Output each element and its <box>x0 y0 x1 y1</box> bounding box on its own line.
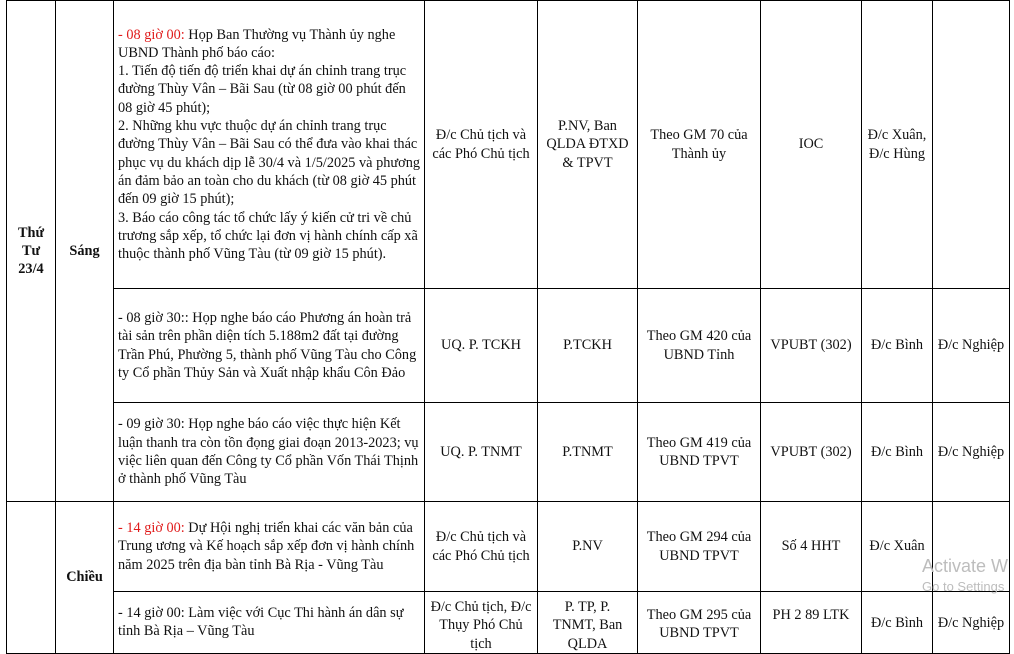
attendee-cell-2: Đ/c Nghiệp <box>933 592 1010 654</box>
event-text: Họp nghe báo cáo việc thực hiện Kết luận thanh tra còn tồn đọng giai đoạn 2013-2023; vụ việc liên quan đến Công ty Cổ phần Vốn Thái Thịnh ở thành phố Vũng Tàu <box>118 416 419 488</box>
event-item: 1. Tiến độ tiến độ triển khai dự án chỉnh trang trục đường Thùy Vân – Bãi Sau (từ 08 giờ 00 phút đến 08 giờ 45 phút); <box>118 63 407 116</box>
place-cell: VPUBT (302) <box>761 403 862 502</box>
day-cell <box>7 1 56 502</box>
watermark-title: Activate W <box>922 556 1009 576</box>
day-cell-continued <box>7 502 56 654</box>
schedule-table <box>6 0 1010 654</box>
period-afternoon: Chiều <box>56 502 114 654</box>
attendee-cell-2 <box>933 1 1010 289</box>
event-content <box>114 502 425 592</box>
watermark-subtitle: Go to Settings <box>922 579 1005 594</box>
prepare-cell: P.NV, Ban QLDA ĐTXD & TPVT <box>538 1 638 289</box>
reference-cell: Theo GM 70 của Thành ủy <box>638 1 761 289</box>
prepare-cell: P.TCKH <box>538 289 638 403</box>
table-row <box>7 1 1010 289</box>
place-cell: VPUBT (302) <box>761 289 862 403</box>
event-text: Làm việc với Cục Thi hành án dân sự tỉnh Bà Rịa – Vũng Tàu <box>118 605 404 640</box>
event-time: - 09 giờ 30: <box>118 416 185 433</box>
attendee-cell: Đ/c Xuân, Đ/c Hùng <box>862 1 933 289</box>
event-item: 3. Báo cáo công tác tổ chức lấy ý kiến cử tri về chủ trương sắp xếp, tổ chức lại đơn vị hành chính cấp xã thuộc thành phố Vũng Tàu (từ 09 giờ 15 phút). <box>118 209 418 263</box>
table-row <box>7 502 1010 592</box>
chair-cell: Đ/c Chủ tịch, Đ/c Thụy Phó Chủ tịch <box>425 592 538 654</box>
reference-cell: Theo GM 420 của UBND Tỉnh <box>638 289 761 403</box>
period-morning: Sáng <box>56 1 114 502</box>
attendee-cell-2: Đ/c Nghiệp <box>933 289 1010 403</box>
chair-cell: UQ. P. TCKH <box>425 289 538 403</box>
prepare-cell: P.NV <box>538 502 638 592</box>
attendee-cell: Đ/c Bình <box>862 592 933 654</box>
activation-watermark <box>922 555 1008 595</box>
event-content <box>114 289 425 403</box>
day-line-2: Tư <box>21 242 41 259</box>
chair-cell: UQ. P. TNMT <box>425 403 538 502</box>
attendee-cell: Đ/c Bình <box>862 403 933 502</box>
prepare-cell: P.TNMT <box>538 403 638 502</box>
reference-cell: Theo GM 295 của UBND TPVT <box>638 592 761 654</box>
event-time: - 08 giờ 00: <box>118 26 185 43</box>
event-text: Họp Ban Thường vụ Thành ủy nghe UBND Thành phố báo cáo: <box>118 26 396 61</box>
attendee-cell: Đ/c Bình <box>862 289 933 403</box>
event-time: - 14 giờ 00: <box>118 520 185 537</box>
attendee-cell: Đ/c Xuân <box>862 502 933 592</box>
reference-cell: Theo GM 294 của UBND TPVT <box>638 502 761 592</box>
table-row <box>7 289 1010 403</box>
day-line-1: Thứ <box>17 224 45 241</box>
event-item: 2. Những khu vực thuộc dự án chỉnh trang trục đường Thùy Vân – Bãi Sau có thể đưa vào khai thác phục vụ du khách dịp lễ 30/4 và 1/5/2025 và phương án đảm bảo an toàn cho du khách (từ 08 giờ 45 phút đến 09 giờ 15 phút); <box>118 118 420 208</box>
event-time: - 08 giờ 30: <box>118 309 185 326</box>
chair-cell: Đ/c Chủ tịch và các Phó Chủ tịch <box>425 1 538 289</box>
place-cell: Số 4 HHT <box>761 502 862 592</box>
table-row <box>7 592 1010 654</box>
attendee-cell-2: Đ/c Nghiệp <box>933 403 1010 502</box>
event-text: Dự Hội nghị triển khai các văn bản của Trung ương và Kế hoạch sắp xếp đơn vị hành chính năm 2025 trên địa bàn tỉnh Bà Rịa - Vũng Tàu <box>118 520 415 573</box>
event-time: - 14 giờ 00: <box>118 605 185 621</box>
place-cell: PH 2 89 LTK <box>761 592 862 654</box>
prepare-cell: P. TP, P. TNMT, Ban QLDA <box>538 592 638 654</box>
event-content <box>114 592 425 654</box>
event-content <box>114 1 425 289</box>
day-line-3: 23/4 <box>18 261 44 278</box>
event-text: : Họp nghe báo cáo Phương án hoàn trả tài sản trên phần diện tích 5.188m2 đất tại đường Trần Phú, Phường 5, thành phố Vũng Tàu cho Công ty Cổ phần Thủy Sản và Xuất nhập khẩu Côn Đảo <box>118 309 417 381</box>
reference-cell: Theo GM 419 của UBND TPVT <box>638 403 761 502</box>
table-row <box>7 403 1010 502</box>
chair-cell: Đ/c Chủ tịch và các Phó Chủ tịch <box>425 502 538 592</box>
event-content <box>114 403 425 502</box>
place-cell: IOC <box>761 1 862 289</box>
